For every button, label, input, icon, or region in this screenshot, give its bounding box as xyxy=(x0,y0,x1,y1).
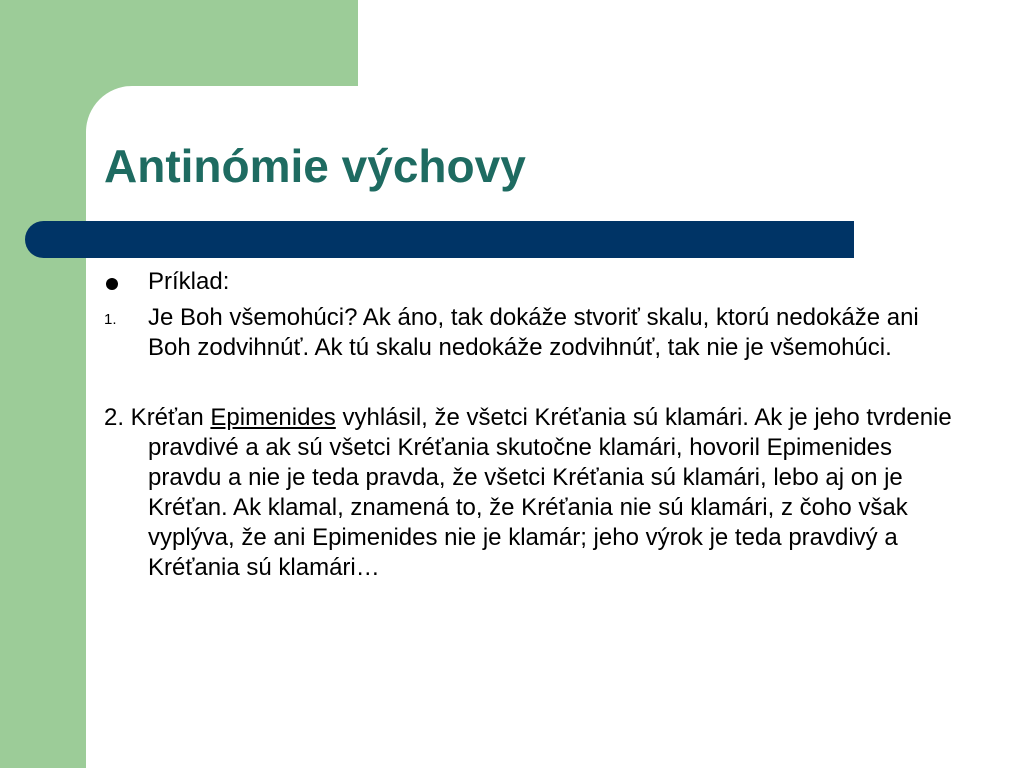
bullet-item-text: Príklad: xyxy=(148,268,230,295)
title-underline-bar xyxy=(25,221,854,258)
number-marker: 1. xyxy=(104,311,117,328)
paragraph-2-suffix: vyhlásil, že všetci Kréťania sú klamári. Ak je jeho tvrdenie pravdivé a ak sú všetci Kréťania skutočne klamári, hovoril Epimenides pravdu a nie je teda pravda, že všetci Kréťania sú klamári, lebo aj on je Kréťan. Ak klamal, znamená to, že Kréťania nie sú klamári, z čoho však vyplýva, že ani Epimenides nie je klamár; jeho výrok je teda pravdivý a Kréťania sú klamári… xyxy=(148,404,952,581)
epimenides-link[interactable]: Epimenides xyxy=(210,404,336,431)
numbered-item-text: Je Boh všemohúci? Ak áno, tak dokáže stvoriť skalu, ktorú nedokáže ani Boh zodvihnúť. Ak tú skalu nedokáže zodvihnúť, tak nie je všemohúci. xyxy=(148,304,919,361)
numbered-item xyxy=(104,303,964,363)
paragraph-2-prefix: 2. Kréťan xyxy=(104,404,211,431)
paragraph-2 xyxy=(104,403,964,583)
bullet-dot-icon xyxy=(106,278,118,290)
slide-title: Antinómie výchovy xyxy=(104,140,526,192)
slide-body xyxy=(104,267,964,583)
top-right-background xyxy=(358,0,1024,90)
bullet-item xyxy=(104,267,964,297)
